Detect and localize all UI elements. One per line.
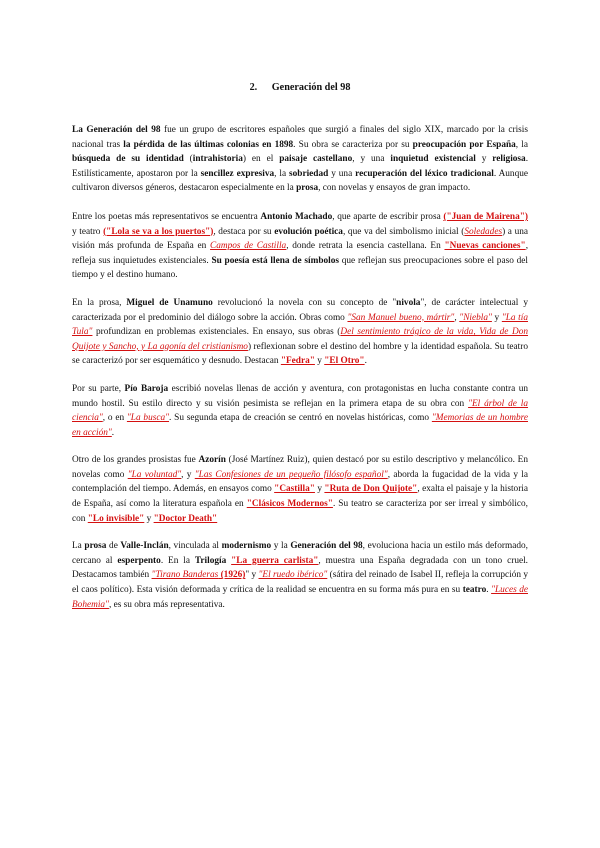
text-run: , evoluciona hacia un estilo más deformado, cercano al <box>72 541 528 566</box>
bold-term: nivola <box>396 297 421 308</box>
bold-term: Antonio Machado <box>260 211 333 222</box>
text-run: Otro de los grandes prosistas fue <box>72 455 199 466</box>
bold-term: Valle-Inclán <box>120 541 169 552</box>
text-run: . <box>486 585 492 596</box>
bold-term: teatro <box>462 585 487 596</box>
bold-term: paisaje castellano <box>279 154 353 165</box>
text-run: , y <box>181 469 195 480</box>
text-run: ( <box>183 154 193 165</box>
text-run: , es su obra más representativa. <box>108 599 225 610</box>
work-title-link: "El ruedo ibérico" <box>258 570 328 581</box>
text-run: Por su parte, <box>72 383 125 394</box>
paragraph-valle-inclan <box>72 539 528 612</box>
text-run: , destaca por su <box>213 226 275 237</box>
text-run: revolucionó la novela con su concepto de " <box>212 297 397 308</box>
bold-term: esperpento <box>117 555 161 566</box>
text-run: , donde retrata la esencia castellana. En <box>286 241 445 252</box>
text-run: (sátira del reinado de Isabel II, refleja la corrupción y el caos político). Esta visión deformada y crítica de la realidad se encuentra en su forma más pura en su <box>72 570 528 596</box>
bold-term: Miguel de Unamuno <box>126 297 213 308</box>
bold-term: La Generación del 98 <box>72 125 161 135</box>
text-run: y una <box>328 168 356 179</box>
bold-term: Generación del 98 <box>290 541 363 552</box>
bold-term: prosa <box>296 183 319 194</box>
text-run: , muestra una España degradada con un tono cruel. Destacamos también <box>72 555 528 581</box>
work-title-link: "El Otro" <box>324 356 365 367</box>
text-run: . <box>364 356 367 367</box>
text-run: , que aparte de escribir prosa <box>332 211 444 222</box>
text-run: . En la <box>160 555 195 566</box>
paragraph-machado <box>72 210 528 283</box>
bold-term: intrahistoria <box>192 154 243 165</box>
section-heading <box>72 82 528 93</box>
text-run: , y una <box>352 154 391 165</box>
bold-term: Pío Baroja <box>124 383 169 394</box>
text-run: La <box>72 541 85 552</box>
text-run: y <box>491 312 502 323</box>
section-number: 2. <box>249 82 258 93</box>
work-title-link: "Castilla" <box>274 484 315 495</box>
text-run: de <box>106 541 121 552</box>
text-run: que reflejan sus preocupaciones sobre el paso del tiempo y el destino humano. <box>72 255 528 281</box>
bold-term: búsqueda de su identidad <box>72 154 184 165</box>
text-run: . Su obra se caracteriza por su <box>293 139 413 150</box>
text-run: y <box>144 513 154 524</box>
bold-term: religiosa <box>492 154 526 165</box>
text-run: Entre los poetas más representativos se encuentra <box>72 211 261 222</box>
text-run: (José Martínez Ruiz), quien destacó por su estilo descriptivo y melancólico. En novelas como <box>72 455 528 480</box>
bold-term: preocupación por España <box>412 139 516 150</box>
text-run: . <box>111 427 115 438</box>
bold-term: modernismo <box>221 541 272 552</box>
work-title-link: "San Manuel bueno, mártir" <box>347 312 455 323</box>
bold-term: prosa <box>84 541 107 552</box>
bold-term: la pérdida de las últimas colonias en 1898 <box>123 139 294 150</box>
bold-term: inquietud existencial <box>390 154 476 165</box>
text-run: ) en el <box>242 154 280 165</box>
text-run: , la <box>274 168 290 179</box>
work-title-link: "Niebla" <box>459 312 492 323</box>
paragraph-unamuno <box>72 296 528 369</box>
text-run: , la <box>515 139 528 150</box>
work-title-link: "La tía Tula" <box>72 312 528 338</box>
work-title-link: "La voluntad" <box>127 469 182 480</box>
work-title-link: (1926) <box>218 570 246 581</box>
text-run: , vinculada al <box>168 541 222 552</box>
text-run: ) a una visión más profunda de España en <box>72 226 528 252</box>
work-title-link: "La guerra carlista" <box>231 555 319 566</box>
text-run: . Aunque cultivaron diversos géneros, destacaron especialmente en la <box>72 168 529 194</box>
paragraph-azorin <box>72 453 528 526</box>
text-run: y <box>314 356 325 367</box>
work-title-link: ("Juan de Mairena") <box>443 211 528 222</box>
text-run: , con novelas y ensayos de gran impacto. <box>318 183 471 194</box>
work-title-link: "Luces de Bohemia" <box>72 585 528 610</box>
text-run: ) reflexionan sobre el destino del hombre y la identidad española. Su teatro se caracterizó por ser esquemático y desnudo. Destacan <box>72 341 529 367</box>
text-run: " y <box>245 570 259 581</box>
work-title-link: "Clásicos Modernos" <box>246 499 333 510</box>
text-run: , exalta el paisaje y la historia de España, así como la literatura española en <box>72 484 529 510</box>
paragraph-baroja <box>72 382 528 440</box>
text-run: fue un grupo de escritores españoles que surgió a finales del siglo XIX, marcado por la crisis nacional tras <box>72 125 528 150</box>
work-title-link: Soledades <box>464 226 503 237</box>
text-run: y <box>314 484 325 495</box>
work-title-link: "Nuevas canciones" <box>444 241 526 252</box>
work-title-link: "Tirano Banderas <box>151 570 219 581</box>
bold-term: Trilogía <box>194 555 227 566</box>
work-title-link: "La busca" <box>126 413 170 424</box>
paragraph-intro <box>72 123 528 196</box>
text-run: , <box>454 312 460 323</box>
text-run: y teatro <box>72 226 104 237</box>
text-run: . Su teatro se caracteriza por ser irreal y simbólico, con <box>72 499 528 524</box>
work-title-link: "Lo invisible" <box>87 513 145 524</box>
work-title-link: "Las Confesiones de un pequeño filósofo español" <box>194 469 388 480</box>
section-title: Generación del 98 <box>271 82 351 93</box>
work-title-link: "El árbol de la ciencia" <box>72 398 529 424</box>
work-title-link: "Memorias de un hombre en acción" <box>72 413 528 438</box>
work-title-link: ("Lola se va a los puertos") <box>103 226 214 237</box>
text-run: escribió novelas llenas de acción y aventura, con protagonistas en lucha constante contra un mundo hostil. Su estilo directo y su visión pesimista se reflejan en la primera etapa de su obra con <box>72 383 529 409</box>
text-run: , o en <box>102 413 127 424</box>
bold-term: sencillez expresiva <box>200 168 275 179</box>
text-run: . Estilísticamente, apostaron por la <box>72 154 529 179</box>
bold-term: sobriedad <box>289 168 329 179</box>
bold-term: recuperación del léxico tradicional <box>355 168 494 179</box>
text-run: ", de carácter intelectual y caracterizada por el predominio del diálogo sobre la acción. Obras como <box>72 297 528 323</box>
text-run: y la <box>271 541 291 552</box>
work-title-link: Campos de Castilla <box>210 241 287 252</box>
bold-term: evolución poética <box>274 226 343 237</box>
work-title-link: "Doctor Death" <box>153 513 218 524</box>
text-run: En la prosa, <box>72 297 127 308</box>
bold-term: Su poesía está llena de símbolos <box>211 255 339 266</box>
text-run: y <box>475 154 493 165</box>
text-run: profundizan en problemas existenciales. En ensayo, sus obras ( <box>92 327 341 338</box>
text-run: , aborda la fugacidad de la vida y la contemplación del tiempo. Además, en ensayos como <box>72 469 529 495</box>
work-title-link: "Ruta de Don Quijote" <box>324 484 418 495</box>
text-run: , refleja sus inquietudes existenciales. <box>72 241 529 266</box>
work-title-link: Del sentimiento trágico de la vida, Vida de Don Quijote y Sancho, y La agonía del cristianismo <box>72 327 528 352</box>
bold-term: Azorín <box>198 455 226 466</box>
text-run: , que va del simbolismo inicial ( <box>342 226 465 237</box>
text-run: . Su segunda etapa de creación se centró en novelas históricas, como <box>169 413 432 424</box>
work-title-link: "Fedra" <box>280 356 315 367</box>
